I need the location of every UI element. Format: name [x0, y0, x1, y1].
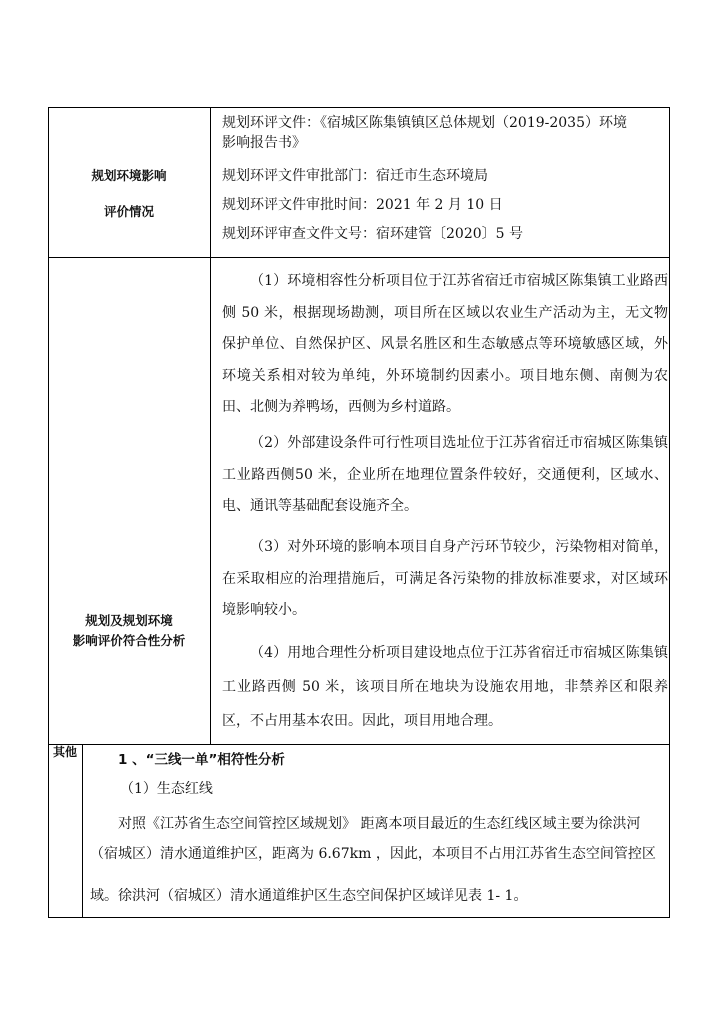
- section3-paragraph-line1: 对照《江苏省生态空间管控区域规划》 距离本项目最近的生态红线区域主要为徐洪河: [118, 816, 641, 832]
- section2-label: [48, 611, 210, 651]
- section2-paragraph-3: （3）对外环境的影响本项目自身产污环节较少，污染物相对简单，在采取相应的治理措施后，可满足各污染物的排放标准要求，对区域环境影响较小。: [222, 539, 668, 618]
- section1-row-3: 规划环评文件审批部门：宿迁市生态环境局: [222, 168, 488, 184]
- section3-subheading: （1）生态红线: [120, 781, 213, 797]
- section3-side-label: 其他: [52, 745, 77, 759]
- section2-paragraph-1: （1）环境相容性分析项目位于江苏省宿迁市宿城区陈集镇工业路西侧 50 米，根据现场勘测，项目所在区域以农业生产活动为主，无文物保护单位、自然保护区、风景名胜区和生态敏感点等环境敏感区域，外环境关系相对较为单纯，外环境制约因素小。项目地东侧、南侧为农田、北侧为养鸭场，西侧为乡村道路。: [222, 273, 668, 415]
- section3-paragraph-line3: 域。徐洪河（宿城区）清水通道维护区生态空间保护区域详见表 1- 1。: [90, 888, 528, 904]
- section1-row-5: 规划环评审查文件文号：宿环建管〔2020〕5 号: [222, 226, 523, 242]
- table-right-border: [669, 107, 670, 918]
- section3-paragraph-line2: （宿城区）清水通道维护区，距离为 6.67km ，因此，本项目不占用江苏省生态空间管控区: [90, 846, 656, 862]
- table-bottom-border: [48, 917, 670, 918]
- section1-row-2: 影响报告书》: [222, 135, 306, 151]
- section3-heading: 1 、“三线一单”相符性分析: [118, 752, 285, 768]
- table-left-border: [48, 107, 49, 918]
- section1-label: [48, 166, 210, 222]
- section2-label-line1: 规划及规划环境: [85, 613, 173, 628]
- section1-label-line2: 评价情况: [103, 204, 154, 219]
- column-divider-upper: [210, 107, 211, 745]
- section2-label-line2: 影响评价符合性分析: [72, 633, 186, 648]
- row1-bottom-border: [48, 257, 670, 258]
- section1-row-1: 规划环评文件：《宿城区陈集镇镇区总体规划（2019-2035）环境: [222, 115, 627, 131]
- section1-row-4: 规划环评文件审批时间：2021 年 2 月 10 日: [222, 197, 503, 213]
- section2-paragraph-2: （2）外部建设条件可行性项目选址位于江苏省宿迁市宿城区陈集镇工业路西侧50 米，企业所在地理位置条件较好，交通便利，区域水、电、通讯等基础配套设施齐全。: [222, 435, 668, 514]
- section2-paragraph-4: （4）用地合理性分析项目建设地点位于江苏省宿迁市宿城区陈集镇工业路西侧 50 米，该项目所在地块为设施农用地，非禁养区和限养区，不占用基本农田。因此，项目用地合理。: [222, 645, 668, 729]
- column-divider-lower: [82, 744, 83, 918]
- section1-label-line1: 规划环境影响: [91, 168, 167, 183]
